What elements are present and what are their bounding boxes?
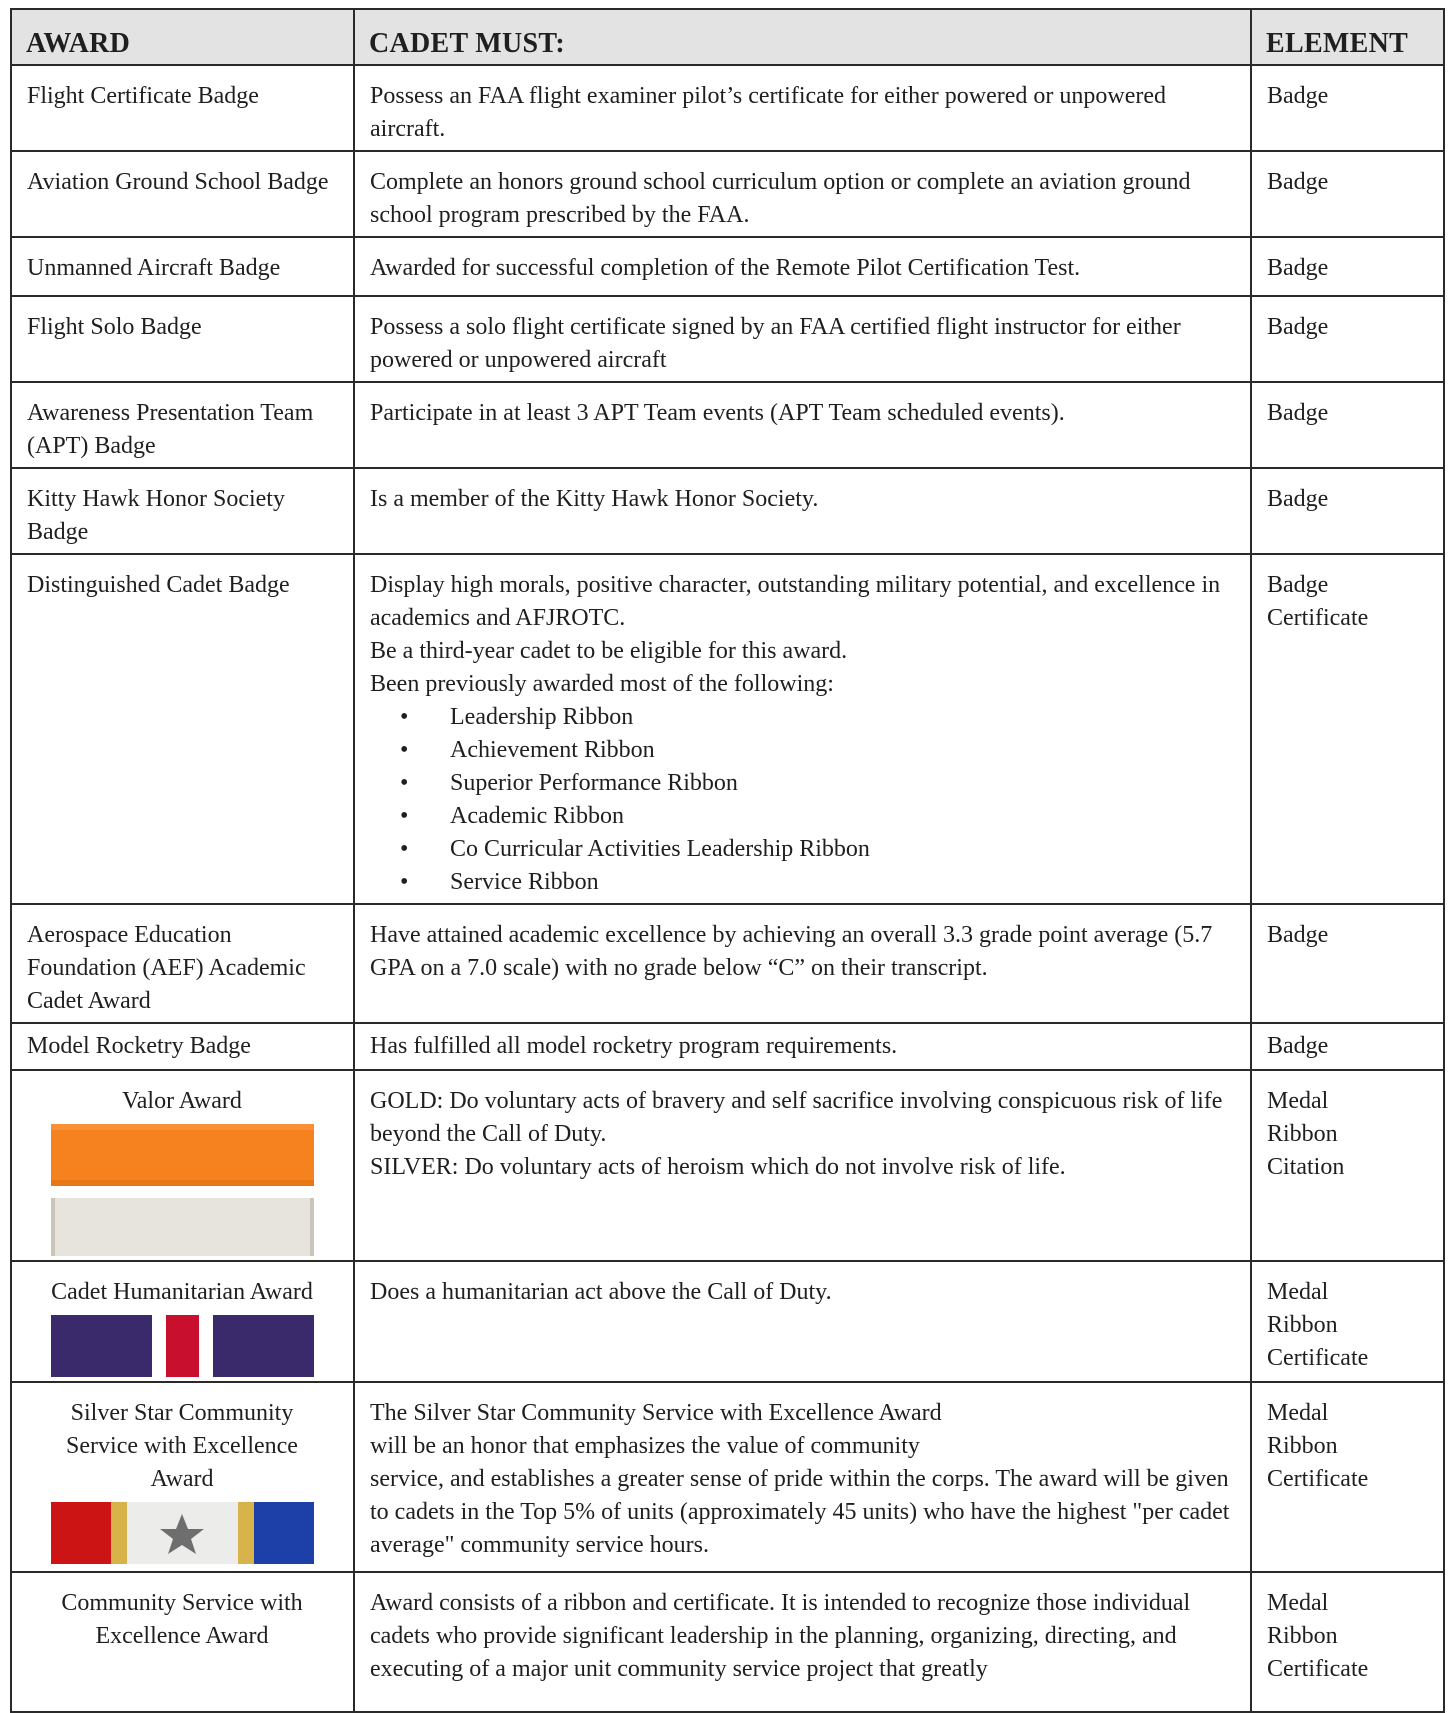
cadet-requirement: Have attained academic excellence by achieving an overall 3.3 grade point average (5.7 GPA on a 7.0 scale) with no grade below “C” on their transcript.: [354, 904, 1251, 1023]
table-row: [11, 382, 1444, 468]
element-line: Certificate: [1267, 605, 1369, 631]
table-row: [11, 1023, 1444, 1070]
valor-silver-ribbon-icon: [51, 1198, 314, 1256]
award-element: [1251, 1261, 1444, 1382]
silver-star-ribbon-icon: [51, 1502, 314, 1564]
element-line: Medal: [1267, 1590, 1329, 1616]
element-line: Certificate: [1267, 1656, 1369, 1682]
prerequisite-list: [370, 701, 1234, 899]
award-element: [1251, 1572, 1444, 1712]
table-row: [11, 1070, 1444, 1261]
requirement-line: The Silver Star Community Service with Excellence Award: [370, 1400, 942, 1426]
cadet-requirement: Is a member of the Kitty Hawk Honor Society.: [354, 468, 1251, 554]
award-name: Cadet Humanitarian Award: [51, 1279, 313, 1305]
element-line: Medal: [1267, 1400, 1329, 1426]
award-name: Valor Award: [122, 1088, 242, 1114]
element-line: Medal: [1267, 1279, 1329, 1305]
award-name: Awareness Presentation Team (APT) Badge: [11, 382, 354, 468]
award-element: Badge: [1251, 296, 1444, 382]
table-row: [11, 1382, 1444, 1572]
table-row: [11, 554, 1444, 904]
award-name: Flight Certificate Badge: [11, 65, 354, 151]
table-row: [11, 296, 1444, 382]
valor-gold-ribbon-icon: [51, 1124, 314, 1186]
cadet-requirement: Does a humanitarian act above the Call of Duty.: [354, 1261, 1251, 1382]
award-element: Badge: [1251, 237, 1444, 296]
award-cell: [11, 1261, 354, 1382]
requirement-line: SILVER: Do voluntary acts of heroism which do not involve risk of life.: [370, 1154, 1066, 1180]
award-cell: [11, 1382, 354, 1572]
requirement-line: Been previously awarded most of the following:: [370, 671, 834, 697]
header-element: ELEMENT: [1251, 9, 1444, 65]
list-item: • Leadership Ribbon: [450, 701, 1234, 734]
requirement-line: will be an honor that emphasizes the value of community: [370, 1433, 920, 1459]
header-row: [11, 9, 1444, 65]
award-name: Distinguished Cadet Badge: [11, 554, 354, 904]
cadet-requirement: Has fulfilled all model rocketry program requirements.: [354, 1023, 1251, 1070]
table-row: [11, 468, 1444, 554]
cadet-requirement: Participate in at least 3 APT Team events (APT Team scheduled events).: [354, 382, 1251, 468]
award-name-line: Excellence Award: [95, 1623, 269, 1649]
award-element: Badge: [1251, 904, 1444, 1023]
award-element: [1251, 554, 1444, 904]
list-item: • Academic Ribbon: [450, 800, 1234, 833]
table-row: [11, 237, 1444, 296]
cadet-requirement: [354, 1382, 1251, 1572]
element-line: Ribbon: [1267, 1312, 1338, 1338]
award-element: Badge: [1251, 151, 1444, 237]
award-element: [1251, 1070, 1444, 1261]
cadet-requirement: Awarded for successful completion of the Remote Pilot Certification Test.: [354, 237, 1251, 296]
award-name: Aviation Ground School Badge: [11, 151, 354, 237]
award-name-line: Silver Star Community: [70, 1400, 294, 1426]
element-line: Ribbon: [1267, 1623, 1338, 1649]
element-line: Certificate: [1267, 1466, 1369, 1492]
cadet-requirement: Possess a solo flight certificate signed by an FAA certified flight instructor for either powered or unpowered aircraft: [354, 296, 1251, 382]
element-line: Medal: [1267, 1088, 1329, 1114]
award-element: Badge: [1251, 382, 1444, 468]
table-row: [11, 151, 1444, 237]
award-element: Badge: [1251, 65, 1444, 151]
element-line: Certificate: [1267, 1345, 1369, 1371]
list-item: • Superior Performance Ribbon: [450, 767, 1234, 800]
cadet-requirement: [354, 1070, 1251, 1261]
requirement-line: service, and establishes a greater sense of pride within the corps. The award will be given to cadets in the Top 5% of units (approximately 45 units) who have the highest "per cadet average" community service hours.: [370, 1466, 1230, 1558]
award-name-line: Service with Excellence: [66, 1433, 298, 1459]
requirement-line: Be a third-year cadet to be eligible for this award.: [370, 638, 848, 664]
award-cell: [11, 1572, 354, 1712]
award-cell: [11, 1070, 354, 1261]
requirement-line: GOLD: Do voluntary acts of bravery and self sacrifice involving conspicuous risk of life beyond the Call of Duty.: [370, 1088, 1223, 1147]
table-row: [11, 1572, 1444, 1712]
table-row: [11, 1261, 1444, 1382]
cadet-requirement: Possess an FAA flight examiner pilot’s certificate for either powered or unpowered aircraft.: [354, 65, 1251, 151]
award-element: Badge: [1251, 468, 1444, 554]
award-name: Aerospace Education Foundation (AEF) Academic Cadet Award: [11, 904, 354, 1023]
list-item: • Service Ribbon: [450, 866, 1234, 899]
award-element: Badge: [1251, 1023, 1444, 1070]
element-line: Badge: [1267, 572, 1329, 598]
table-row: [11, 65, 1444, 151]
awards-table: [10, 8, 1445, 1713]
element-line: Ribbon: [1267, 1433, 1338, 1459]
cadet-requirement: Award consists of a ribbon and certificate. It is intended to recognize those individual cadets who provide significant leadership in the planning, organizing, directing, and executing of a major unit community service project that greatly: [354, 1572, 1251, 1712]
requirement-line: Display high morals, positive character, outstanding military potential, and excellence in academics and AFJROTC.: [370, 572, 1221, 631]
cadet-requirement: Complete an honors ground school curriculum option or complete an aviation ground school program prescribed by the FAA.: [354, 151, 1251, 237]
list-item: • Co Curricular Activities Leadership Ribbon: [450, 833, 1234, 866]
element-line: Citation: [1267, 1154, 1345, 1180]
award-name-line: Community Service with: [61, 1590, 303, 1616]
header-cadet-must: CADET MUST:: [354, 9, 1251, 65]
award-name: Unmanned Aircraft Badge: [11, 237, 354, 296]
award-element: [1251, 1382, 1444, 1572]
award-name: Model Rocketry Badge: [11, 1023, 354, 1070]
element-line: Ribbon: [1267, 1121, 1338, 1147]
header-award: AWARD: [11, 9, 354, 65]
award-name: Flight Solo Badge: [11, 296, 354, 382]
table-row: [11, 904, 1444, 1023]
humanitarian-ribbon-icon: [51, 1315, 314, 1377]
list-item: • Achievement Ribbon: [450, 734, 1234, 767]
cadet-requirement: [354, 554, 1251, 904]
award-name-line: Award: [150, 1466, 214, 1492]
award-name: Kitty Hawk Honor Society Badge: [11, 468, 354, 554]
